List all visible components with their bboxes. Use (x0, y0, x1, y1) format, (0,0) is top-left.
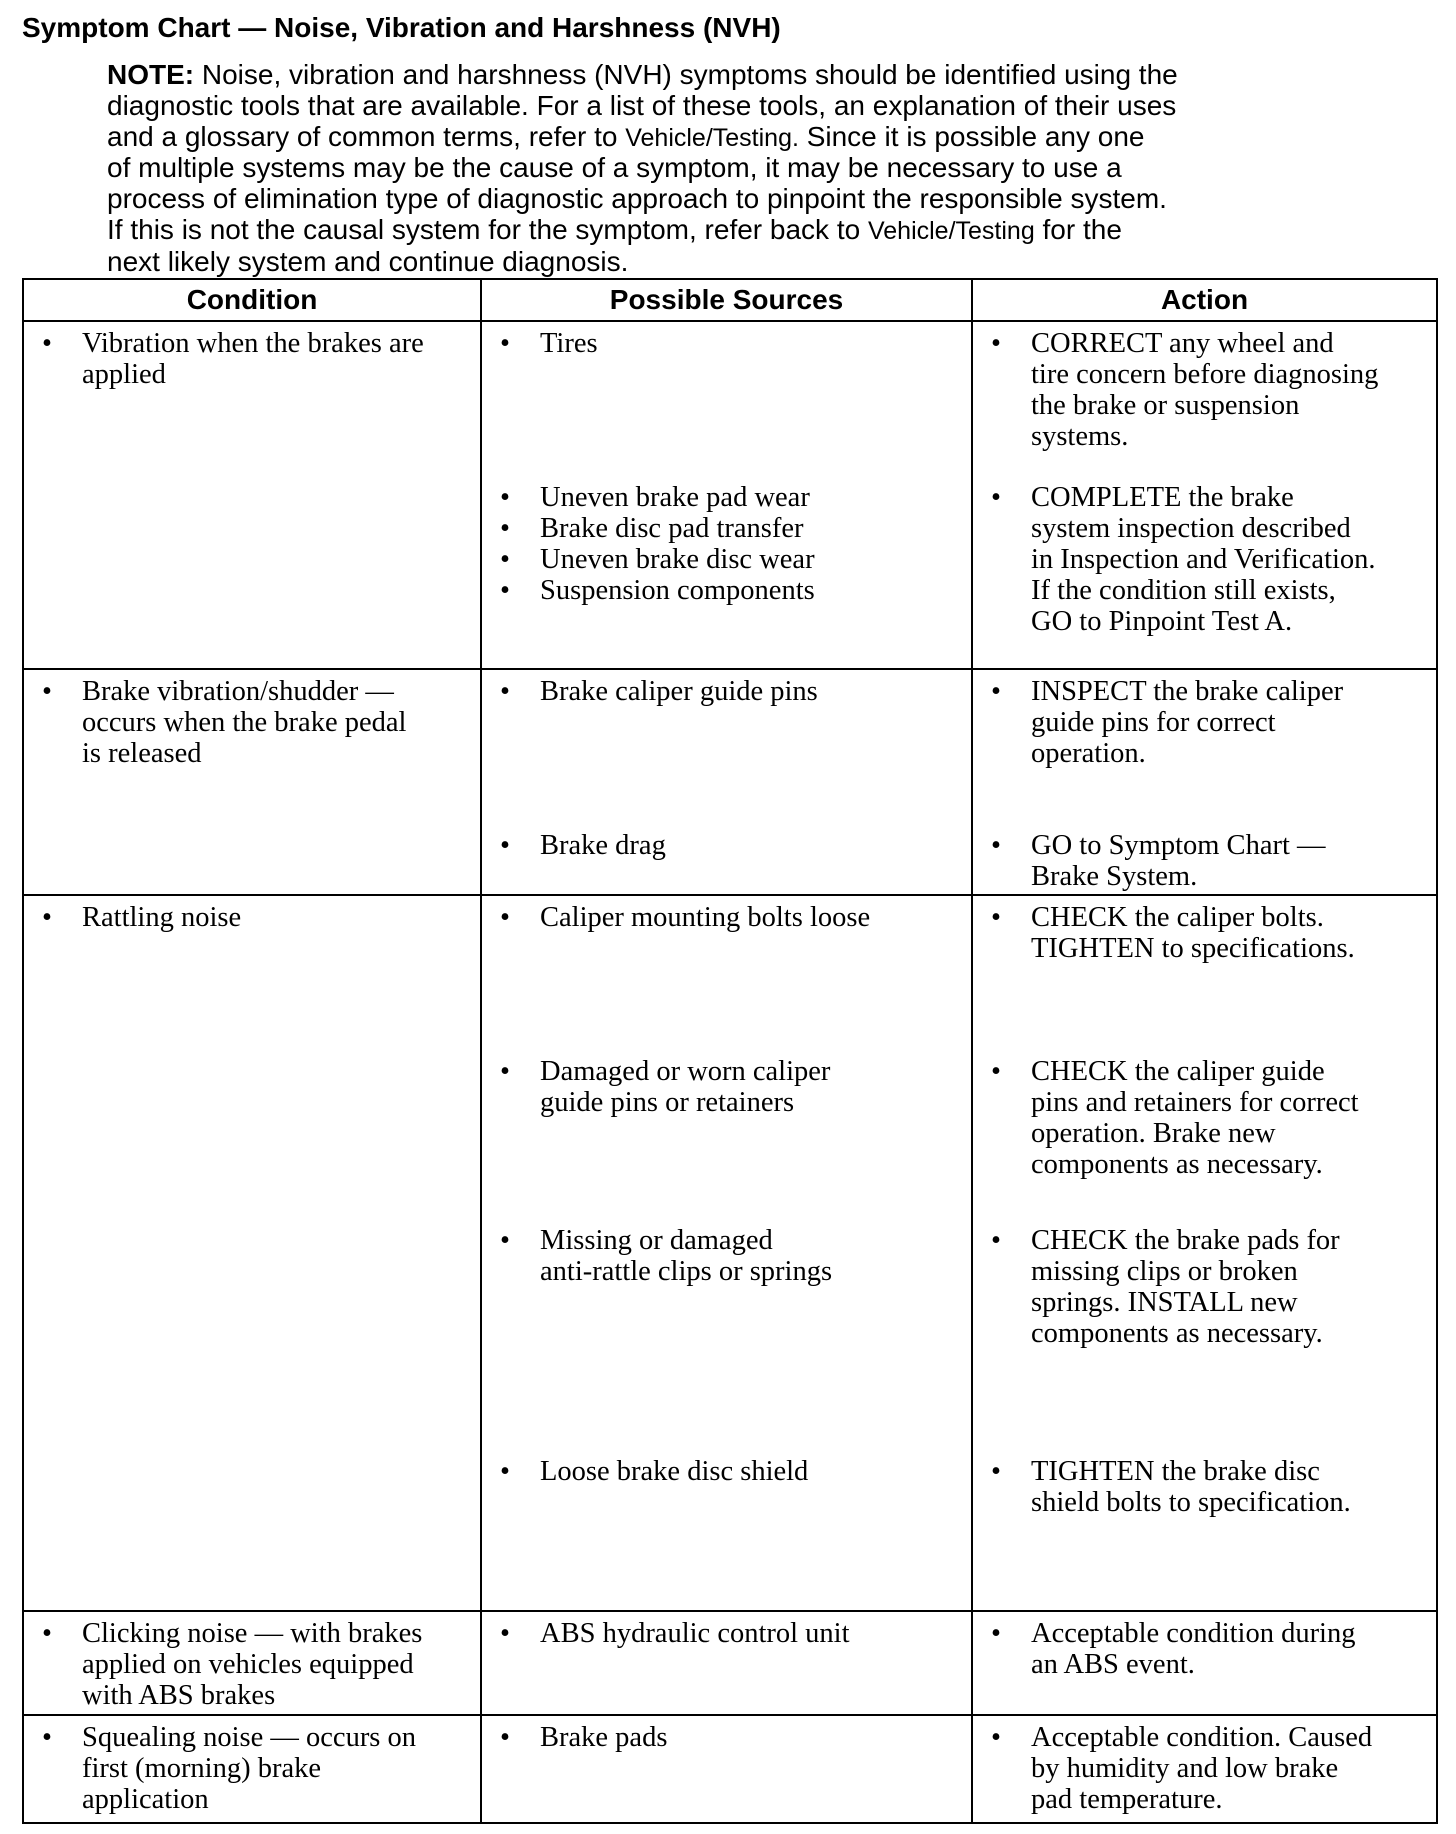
action-line: pad temperature. (1031, 1784, 1223, 1815)
header-condition: Condition (23, 279, 481, 321)
action-line: • CORRECT any wheel and (1031, 328, 1334, 359)
table-row (23, 1611, 1437, 1715)
condition-item (34, 676, 466, 769)
action-line: operation. (1031, 738, 1146, 769)
table-row (23, 321, 1437, 669)
note-reference: Vehicle/Testing (867, 216, 1035, 245)
source-line: • Loose brake disc shield (540, 1456, 809, 1487)
note-text: process of elimination type of diagnostic approach to pinpoint the responsible system. (107, 183, 1167, 215)
action-line: • CHECK the caliper bolts. (1031, 902, 1324, 933)
source-item (492, 1225, 957, 1287)
source-line: • Brake disc pad transfer (540, 513, 804, 544)
note-label: NOTE: (107, 59, 195, 90)
source-item (492, 1722, 957, 1753)
note-reference: Vehicle/Testing. (625, 123, 799, 152)
note-line (107, 122, 1347, 154)
sources-cell (481, 1611, 972, 1715)
source-item (492, 544, 957, 575)
condition-line: • Brake vibration/shudder — (82, 676, 394, 707)
condition-line: applied on vehicles equipped (82, 1649, 414, 1680)
condition-line: occurs when the brake pedal (82, 707, 407, 738)
source-item (492, 676, 957, 707)
condition-cell (23, 1715, 481, 1823)
note-text: and a glossary of common terms, refer to (107, 120, 626, 152)
source-line: • Brake caliper guide pins (540, 676, 818, 707)
action-line: systems. (1031, 421, 1129, 452)
note-text: next likely system and continue diagnosis. (107, 245, 629, 277)
source-item (492, 328, 957, 359)
source-line: • Brake pads (540, 1722, 668, 1753)
sources-cell (481, 669, 972, 895)
note-line (107, 91, 1347, 122)
condition-line: • Rattling noise (82, 902, 242, 933)
note-text: diagnostic tools that are available. For a list of these tools, an explanation of their uses (107, 89, 1177, 121)
table-header-row (23, 279, 1437, 321)
action-line: • GO to Symptom Chart — (1031, 830, 1326, 861)
note-line (107, 184, 1347, 215)
condition-line: first (morning) brake (82, 1753, 322, 1784)
action-item (983, 830, 1428, 892)
condition-line: with ABS brakes (82, 1680, 276, 1711)
header-possible-sources: Possible Sources (481, 279, 972, 321)
source-item (492, 902, 957, 933)
action-item (983, 1056, 1428, 1180)
action-line: • COMPLETE the brake (1031, 482, 1294, 513)
condition-line: application (82, 1784, 209, 1815)
action-item (983, 902, 1428, 964)
table-row (23, 1715, 1437, 1823)
action-line: shield bolts to specification. (1031, 1487, 1351, 1518)
header-action: Action (972, 279, 1437, 321)
condition-line: • Vibration when the brakes are (82, 328, 424, 359)
source-item (492, 482, 957, 513)
condition-line: • Squealing noise — occurs on (82, 1722, 417, 1753)
action-item (983, 1225, 1428, 1349)
action-line: in Inspection and Verification. (1031, 544, 1376, 575)
source-line: • Caliper mounting bolts loose (540, 902, 871, 933)
source-group (492, 902, 957, 933)
source-line: • Uneven brake disc wear (540, 544, 815, 575)
note-text: for the (1034, 213, 1122, 245)
action-item (983, 1618, 1428, 1680)
action-line: • CHECK the caliper guide (1031, 1056, 1325, 1087)
condition-item (34, 902, 466, 933)
action-cell (972, 1611, 1437, 1715)
action-line: components as necessary. (1031, 1149, 1323, 1180)
action-item (983, 1722, 1428, 1815)
action-line: components as necessary. (1031, 1318, 1323, 1349)
action-cell (972, 895, 1437, 1611)
source-group (492, 482, 957, 606)
action-line: by humidity and low brake (1031, 1753, 1339, 1784)
source-line: • Brake drag (540, 830, 666, 861)
note-text: Since it is possible any one (798, 120, 1145, 152)
source-line: • Suspension components (540, 575, 815, 606)
source-line: • Damaged or worn caliper (540, 1056, 831, 1087)
action-item (983, 482, 1428, 637)
action-line: If the condition still exists, (1031, 575, 1336, 606)
action-line: pins and retainers for correct (1031, 1087, 1359, 1118)
sources-cell (481, 895, 972, 1611)
condition-item (34, 1722, 466, 1815)
action-cell (972, 1715, 1437, 1823)
note-line (107, 215, 1347, 247)
action-item (983, 328, 1428, 452)
source-item (492, 830, 957, 861)
condition-item (34, 1618, 466, 1711)
action-line: • TIGHTEN the brake disc (1031, 1456, 1320, 1487)
condition-cell (23, 1611, 481, 1715)
action-line: • Acceptable condition during (1031, 1618, 1356, 1649)
action-line: Brake System. (1031, 861, 1198, 892)
action-line: • CHECK the brake pads for (1031, 1225, 1340, 1256)
table-row (23, 895, 1437, 1611)
action-cell (972, 669, 1437, 895)
condition-cell (23, 669, 481, 895)
source-item (492, 1618, 957, 1649)
note-line (107, 60, 1347, 91)
note-text: of multiple systems may be the cause of a symptom, it may be necessary to use a (107, 152, 1122, 184)
action-cell (972, 321, 1437, 669)
source-group (492, 676, 957, 707)
source-group (492, 1056, 957, 1118)
action-line: • INSPECT the brake caliper (1031, 676, 1344, 707)
source-group (492, 1225, 957, 1287)
source-item (492, 575, 957, 606)
action-line: guide pins for correct (1031, 707, 1276, 738)
note-line (107, 247, 1347, 278)
action-line: tire concern before diagnosing (1031, 359, 1379, 390)
sources-cell (481, 1715, 972, 1823)
note-text: Noise, vibration and harshness (NVH) symptoms should be identified using the (194, 59, 1178, 90)
action-line: TIGHTEN to specifications. (1031, 933, 1355, 964)
condition-line: applied (82, 359, 166, 390)
source-line: • Uneven brake pad wear (540, 482, 810, 513)
condition-line: • Clicking noise — with brakes (82, 1618, 423, 1649)
source-item (492, 1056, 957, 1118)
source-line: • Missing or damaged (540, 1225, 773, 1256)
source-line: • ABS hydraulic control unit (540, 1618, 850, 1649)
source-group (492, 830, 957, 861)
action-line: • Acceptable condition. Caused (1031, 1722, 1373, 1753)
sources-cell (481, 321, 972, 669)
source-group (492, 328, 957, 359)
action-line: missing clips or broken (1031, 1256, 1298, 1287)
source-item (492, 1456, 957, 1487)
source-item (492, 513, 957, 544)
source-group (492, 1618, 957, 1649)
source-group (492, 1722, 957, 1753)
symptom-chart-table (22, 278, 1438, 1824)
action-line: an ABS event. (1031, 1649, 1195, 1680)
table-row (23, 669, 1437, 895)
action-item (983, 1456, 1428, 1518)
condition-item (34, 328, 466, 390)
action-line: springs. INSTALL new (1031, 1287, 1298, 1318)
page-title: Symptom Chart — Noise, Vibration and Harshness (NVH) (22, 12, 781, 43)
source-group (492, 1456, 957, 1487)
action-item (983, 676, 1428, 769)
condition-cell (23, 321, 481, 669)
action-line: system inspection described (1031, 513, 1351, 544)
note-line (107, 153, 1347, 184)
condition-cell (23, 895, 481, 1611)
note-text: If this is not the causal system for the symptom, refer back to (107, 213, 868, 245)
action-line: the brake or suspension (1031, 390, 1300, 421)
source-line: guide pins or retainers (540, 1087, 795, 1118)
action-line: operation. Brake new (1031, 1118, 1276, 1149)
action-line: GO to Pinpoint Test A. (1031, 606, 1293, 637)
condition-line: is released (82, 738, 202, 769)
source-line: anti-rattle clips or springs (540, 1256, 833, 1287)
source-line: • Tires (540, 328, 598, 359)
note-paragraph (107, 60, 1347, 278)
